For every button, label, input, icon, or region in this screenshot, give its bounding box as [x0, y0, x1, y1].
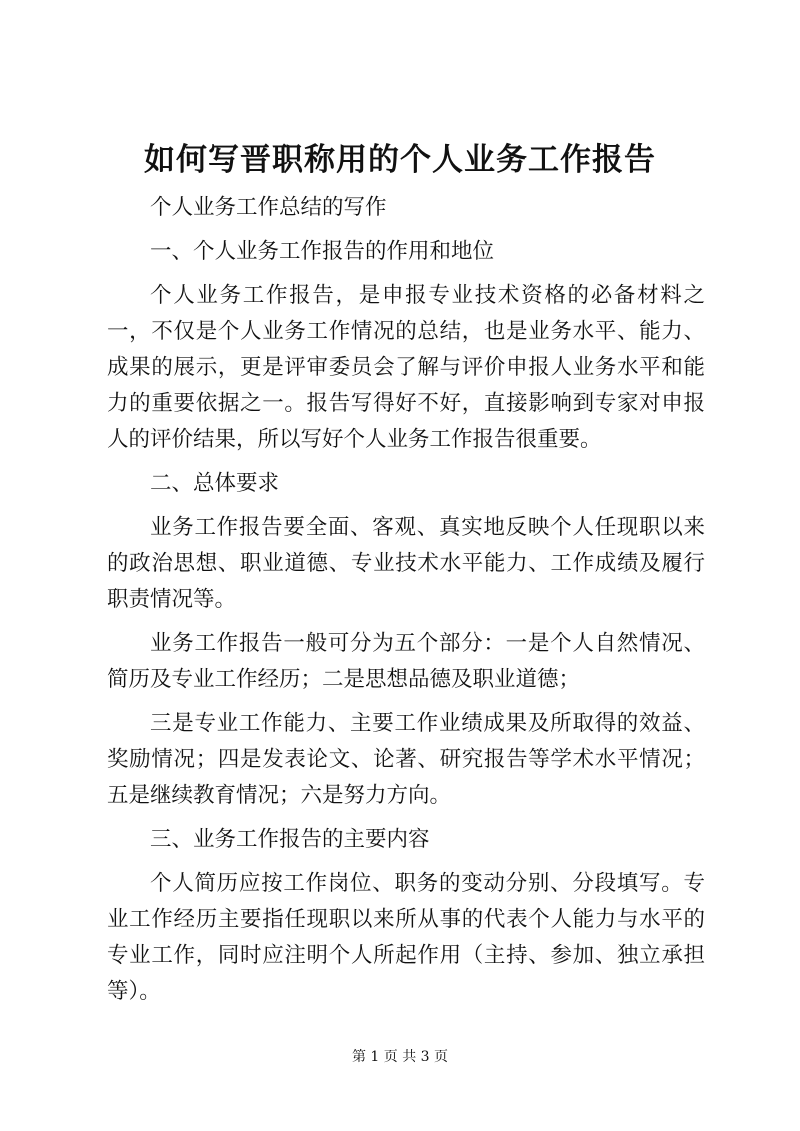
section-heading-2: 二、总体要求	[150, 471, 280, 496]
section-subtitle: 个人业务工作总结的写作	[150, 195, 387, 220]
paragraph-role: 个人业务工作报告，是申报专业技术资格的必备材料之一，不仅是个人业务工作情况的总结，也是业务水平、能力、成果的展示，更是评审委员会了解与评价申报人业务水平和能力的重要依据之一。报告写得好不好，直接影响到专家对申报人的评价结果，所以写好个人业务工作报告很重要。	[107, 283, 705, 452]
section-heading-1: 一、个人业务工作报告的作用和地位	[150, 239, 495, 264]
document-title: 如何写晋职称用的个人业务工作报告	[144, 142, 656, 178]
section-heading-3: 三、业务工作报告的主要内容	[150, 827, 430, 852]
paragraph-resume: 个人简历应按工作岗位、职务的变动分别、分段填写。专业工作经历主要指任现职以来所从事的代表个人能力与水平的专业工作，同时应注明个人所起作用（主持、参加、独立承担等）。	[107, 871, 705, 1004]
paragraph-requirements: 业务工作报告要全面、客观、真实地反映个人任现职以来的政治思想、职业道德、专业技术水平能力、工作成绩及履行职责情况等。	[107, 515, 705, 612]
paragraph-structure-continued: 三是专业工作能力、主要工作业绩成果及所取得的效益、奖励情况；四是发表论文、论著、研究报告等学术水平情况；五是继续教育情况；六是努力方向。	[107, 711, 705, 808]
paragraph-structure: 业务工作报告一般可分为五个部分：一是个人自然情况、简历及专业工作经历；二是思想品德及职业道德；	[107, 631, 705, 692]
page-number-footer: 第 1 页 共 3 页	[351, 1049, 449, 1065]
document-body	[107, 190, 705, 1018]
